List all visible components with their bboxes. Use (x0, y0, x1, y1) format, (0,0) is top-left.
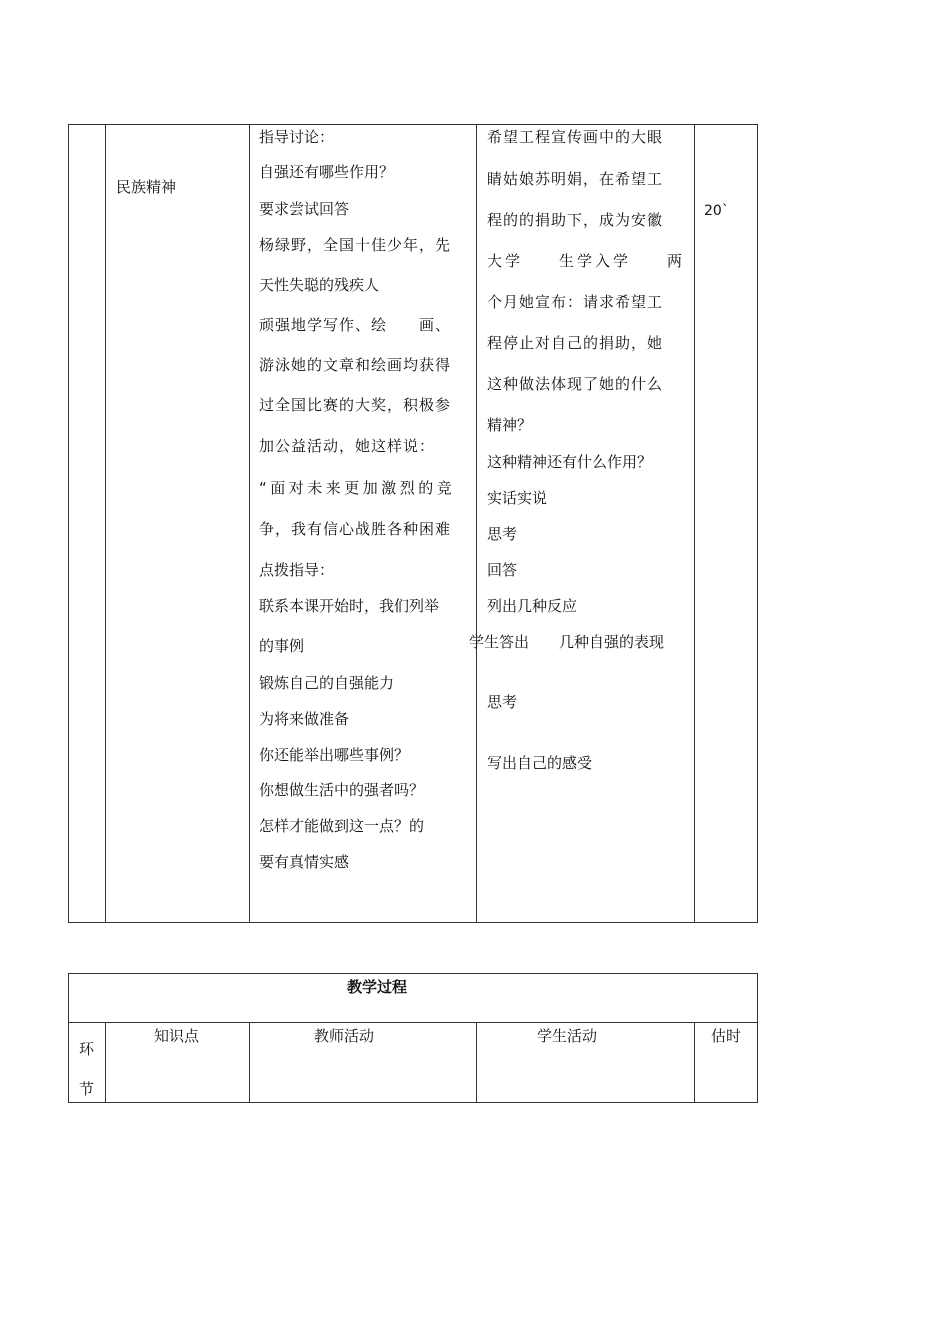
text-line: 学生答出 几种自强的表现 (469, 633, 665, 651)
text-line: 你想做生活中的强者吗？ (259, 781, 425, 799)
text-line: 的事例 (259, 637, 305, 655)
column-divider (694, 124, 695, 923)
header-divider (68, 1022, 758, 1023)
text-line: 思考 (487, 525, 518, 543)
header-section: 环节 (79, 1040, 95, 1098)
header-student: 学生活动 (537, 1027, 598, 1045)
text-line: 锻炼自己的自强能力 (259, 674, 395, 692)
header-teacher: 教师活动 (314, 1027, 375, 1045)
text-line: 回答 (487, 561, 518, 579)
column-divider (105, 1022, 106, 1103)
text-line: 杨绿野，全国十佳少年，先 (259, 236, 452, 254)
text-line: 指导讨论： (259, 128, 335, 146)
table-border-top (68, 973, 758, 974)
text-line: 程停止对自己的捐助，她 (487, 334, 664, 352)
table-border-left (68, 124, 69, 923)
column-divider (249, 1022, 250, 1103)
table-border-top (68, 124, 758, 125)
text-line: 自强还有哪些作用？ (259, 163, 395, 181)
header-time: 估时 (711, 1027, 742, 1045)
text-line: 实话实说 (487, 489, 548, 507)
text-line: 这种精神还有什么作用？ (487, 453, 653, 471)
text-line: 希望工程宣传画中的大眼 (487, 128, 664, 146)
table-border-bottom (68, 922, 758, 923)
column-divider (476, 124, 477, 923)
text-line: 过全国比赛的大奖，积极参 (259, 396, 452, 414)
table-border-right (757, 124, 758, 923)
time-estimate-cell: 20` (704, 203, 729, 219)
text-line: 顽强地学写作、绘 画、 (259, 316, 452, 334)
text-line: 天性失聪的残疾人 (259, 276, 380, 294)
text-line: 你还能举出哪些事例？ (259, 746, 410, 764)
text-line: 游泳她的文章和绘画均获得 (259, 356, 452, 374)
column-divider (694, 1022, 695, 1103)
text-line: 这种做法体现了她的什么 (487, 375, 664, 393)
table-border-left (68, 973, 69, 1103)
knowledge-point-cell: 民族精神 (116, 178, 177, 196)
text-line: 精神？ (487, 416, 533, 434)
column-divider (105, 124, 106, 923)
table-border-bottom (68, 1102, 758, 1103)
column-divider (476, 1022, 477, 1103)
text-line: 写出自己的感受 (487, 754, 593, 772)
header-knowledge: 知识点 (154, 1027, 200, 1045)
table-title: 教学过程 (347, 978, 408, 996)
text-line: 怎样才能做到这一点？的 (259, 817, 425, 835)
text-line: 要求尝试回答 (259, 200, 350, 218)
table-border-right (757, 973, 758, 1103)
column-divider (249, 124, 250, 923)
text-line: 睛姑娘苏明娟，在希望工 (487, 170, 664, 188)
text-line: 联系本课开始时，我们列举 (259, 597, 440, 615)
text-line: 个月她宣布：请求希望工 (487, 293, 664, 311)
text-line: 为将来做准备 (259, 710, 350, 728)
text-line: 点拨指导： (259, 561, 335, 579)
text-line: 加公益活动，她这样说： (259, 437, 436, 455)
text-line: 争，我有信心战胜各种困难 (259, 520, 452, 538)
text-line: 列出几种反应 (487, 597, 578, 615)
text-line: 要有真情实感 (259, 853, 350, 871)
text-line: “面对未来更加激烈的竞 (259, 479, 456, 497)
text-line: 程的的捐助下，成为安徽 (487, 211, 664, 229)
text-line: 大学 生学入学 两 (487, 252, 686, 270)
text-line: 思考 (487, 693, 518, 711)
